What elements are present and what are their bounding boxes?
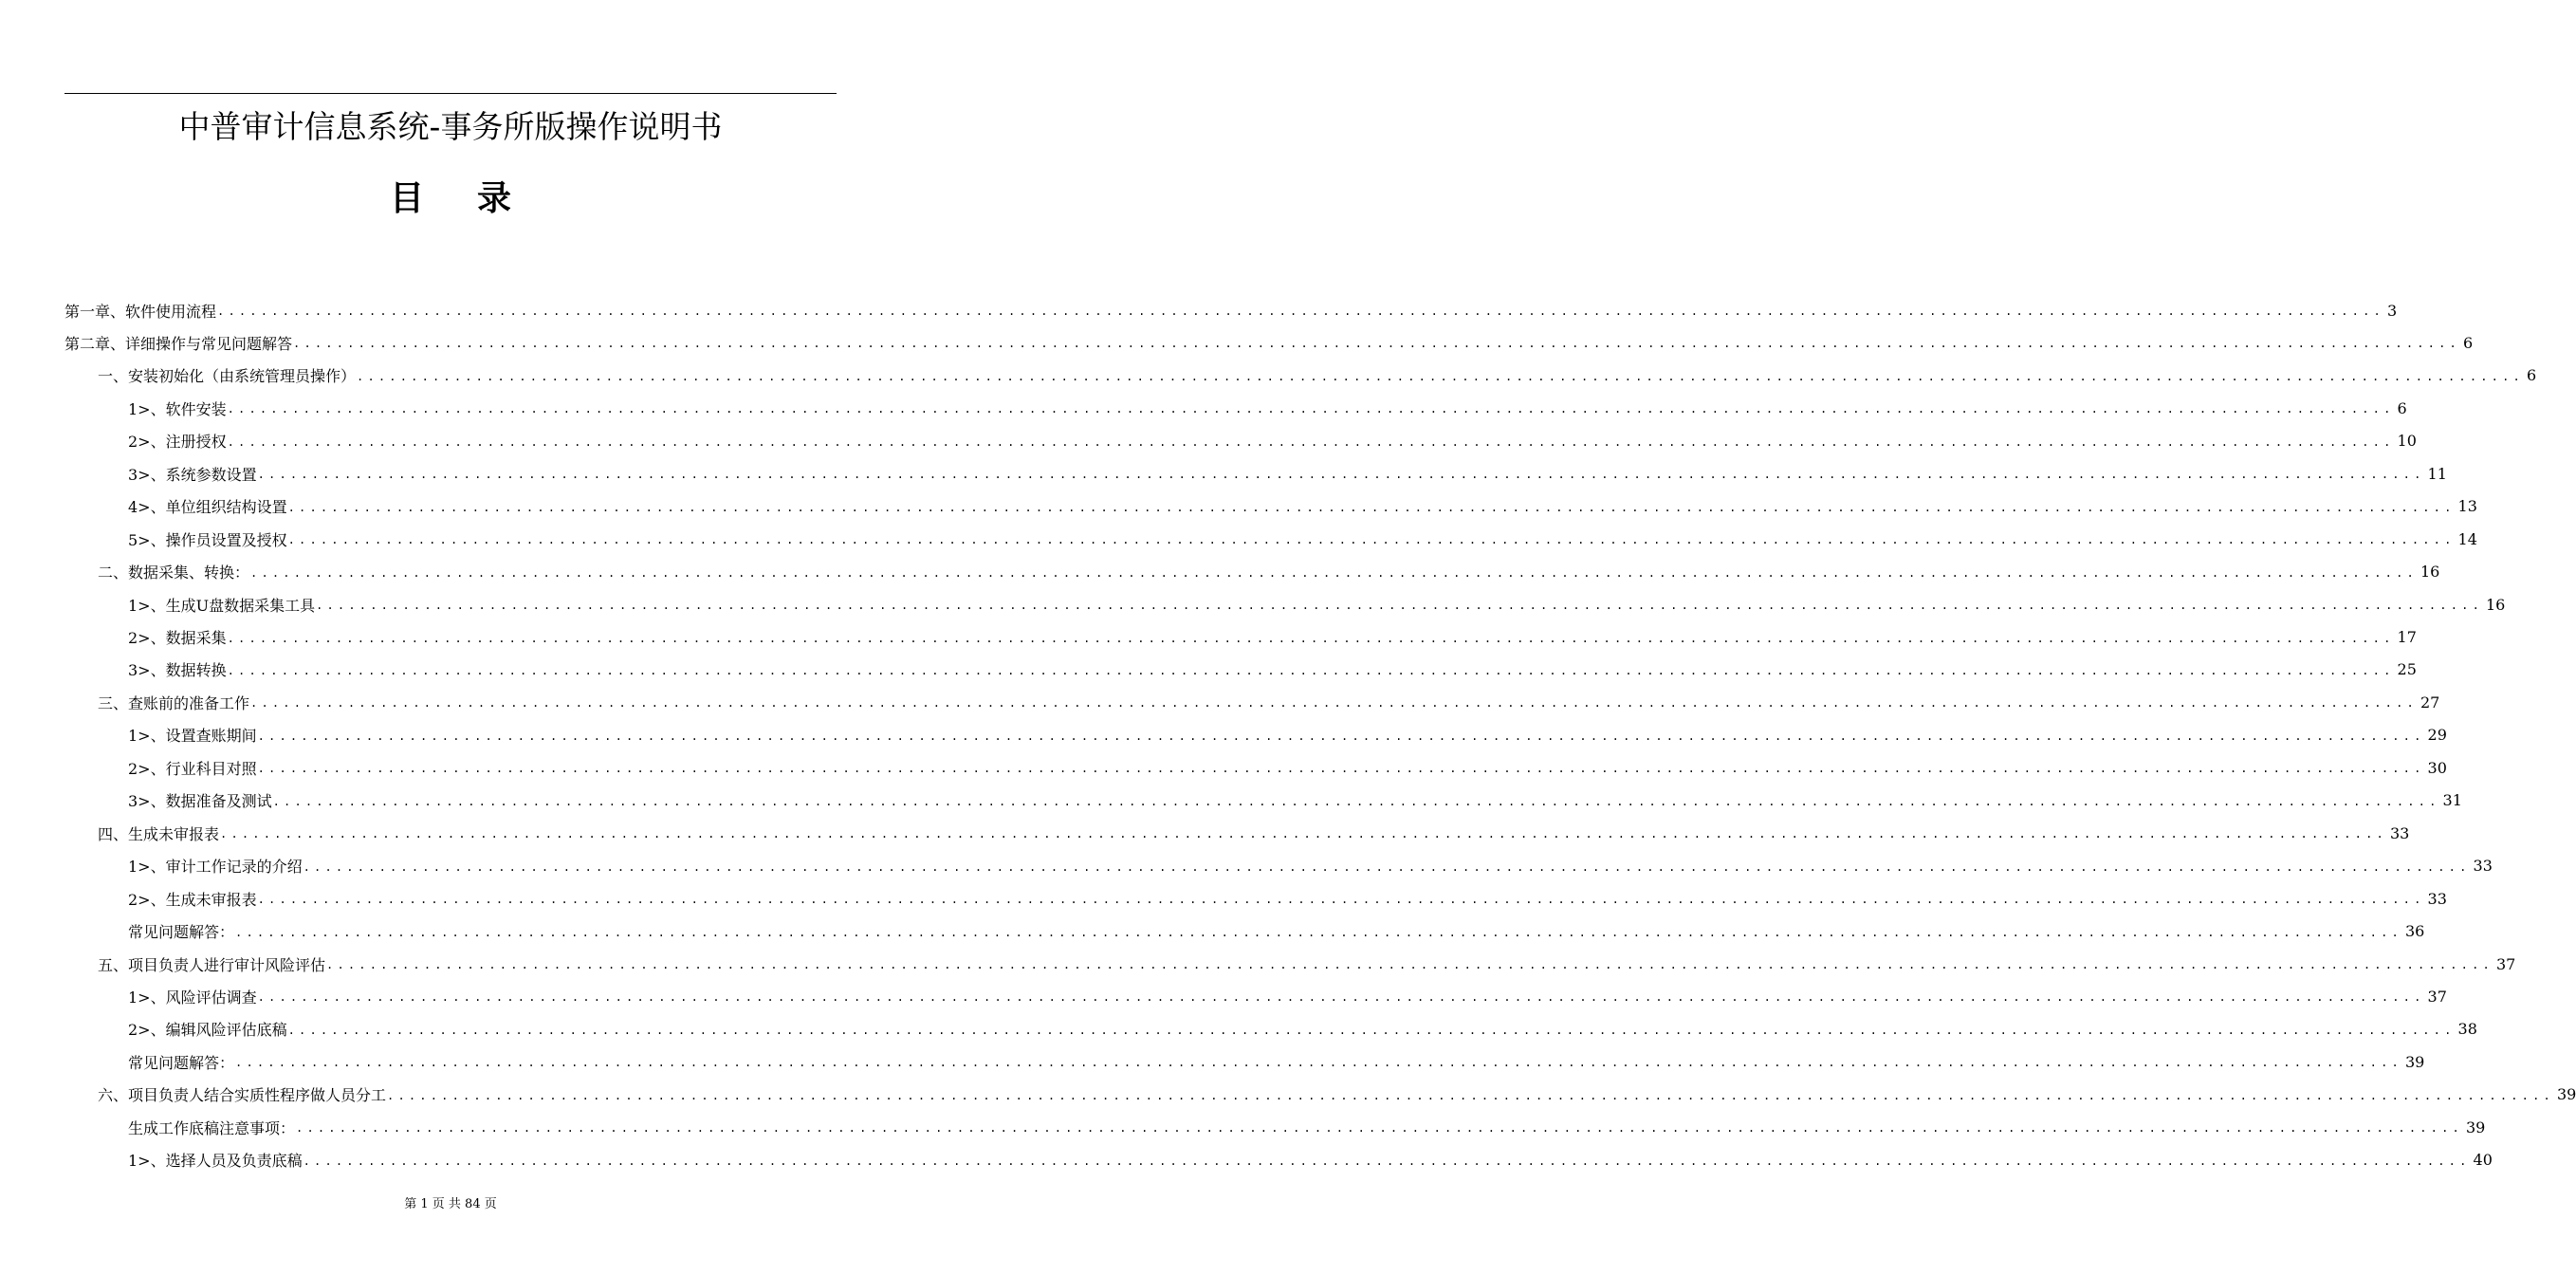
toc-dot-leader: ........................................................................................................................................................................................................ <box>387 1088 2554 1102</box>
toc-entry-label: 生成工作底稿注意事项： <box>128 1118 296 1137</box>
toc-entry-label: 5>、操作员设置及授权 <box>128 530 287 549</box>
toc-entry-label: 2>、数据采集 <box>128 629 227 647</box>
toc-entry-page-number: 16 <box>2486 595 2506 614</box>
toc-entry[interactable] <box>128 392 2407 424</box>
toc-entry-page-number: 37 <box>2427 987 2447 1006</box>
toc-entry-label: 1>、风险评估调查 <box>128 988 257 1007</box>
toc-dot-leader: ........................................................................................................................................................................................................ <box>257 990 2425 1005</box>
toc-entry-page-number: 3 <box>2386 301 2398 320</box>
toc-entry[interactable] <box>128 654 2417 686</box>
toc-dot-leader: ........................................................................................................................................................................................................ <box>227 631 2395 645</box>
toc-entry[interactable] <box>128 523 2477 555</box>
toc-entry-page-number: 6 <box>2526 366 2537 385</box>
toc-entry-page-number: 16 <box>2420 563 2440 582</box>
toc-heading-char-2: 录 <box>477 179 512 218</box>
toc-entry-page-number: 39 <box>2556 1085 2576 1104</box>
toc-entry-page-number: 13 <box>2457 497 2477 516</box>
toc-entry-label: 六、项目负责人结合实质性程序做人员分工 <box>98 1086 387 1105</box>
toc-entry-page-number: 29 <box>2427 726 2447 745</box>
toc-entry[interactable] <box>98 948 2516 980</box>
toc-entry-label: 2>、注册授权 <box>128 433 227 452</box>
toc-dot-leader: ........................................................................................................................................................................................................ <box>227 434 2395 449</box>
toc-dot-leader: ........................................................................................................................................................................................................ <box>257 893 2425 907</box>
toc-dot-leader: ........................................................................................................................................................................................................ <box>257 468 2425 482</box>
toc-dot-leader: ........................................................................................................................................................................................................ <box>287 500 2456 514</box>
toc-entry[interactable] <box>128 425 2417 457</box>
toc-entry[interactable] <box>64 326 2474 359</box>
toc-dot-leader: ........................................................................................................................................................................................................ <box>227 663 2395 677</box>
toc-entry-label: 四、生成未审报表 <box>98 824 220 843</box>
toc-entry[interactable] <box>98 817 2410 849</box>
toc-dot-leader: ........................................................................................................................................................................................................ <box>227 402 2395 416</box>
toc-entry-label: 1>、审计工作记录的介绍 <box>128 858 303 877</box>
toc-dot-leader: ........................................................................................................................................................................................................ <box>303 1154 2471 1168</box>
toc-entry-page-number: 36 <box>2404 922 2425 941</box>
toc-dot-leader: ........................................................................................................................................................................................................ <box>316 599 2483 613</box>
toc-entry-page-number: 31 <box>2442 791 2462 810</box>
toc-dot-leader: ........................................................................................................................................................................................................ <box>287 533 2456 547</box>
toc-entry-page-number: 10 <box>2397 432 2417 451</box>
toc-entry[interactable] <box>128 621 2417 654</box>
toc-entry-label: 第二章、详细操作与常见问题解答 <box>64 334 293 353</box>
toc-entry-page-number: 39 <box>2465 1118 2486 1136</box>
toc-entry[interactable] <box>128 1045 2425 1078</box>
toc-entry[interactable] <box>128 457 2447 490</box>
toc-entry-label: 第一章、软件使用流程 <box>64 302 217 321</box>
toc-entry[interactable] <box>128 490 2477 523</box>
toc-entry-label: 1>、软件安装 <box>128 399 227 418</box>
toc-entry-label: 1>、生成U盘数据采集工具 <box>128 596 316 615</box>
toc-entry-page-number: 30 <box>2427 758 2447 777</box>
toc-entry[interactable] <box>128 1111 2486 1143</box>
toc-entry[interactable] <box>128 980 2447 1012</box>
toc-entry-label: 五、项目负责人进行审计风险评估 <box>98 955 326 974</box>
toc-entry-label: 二、数据采集、转换： <box>98 564 250 582</box>
toc-dot-leader: ........................................................................................................................................................................................................ <box>235 925 2402 939</box>
toc-entry[interactable] <box>128 850 2493 882</box>
toc-entry-page-number: 6 <box>2462 333 2474 352</box>
toc-dot-leader: ........................................................................................................................................................................................................ <box>287 1023 2456 1037</box>
toc-heading <box>0 176 901 222</box>
toc-entry-label: 2>、生成未审报表 <box>128 890 257 909</box>
toc-entry[interactable] <box>128 751 2447 784</box>
toc-entry-page-number: 25 <box>2397 660 2417 679</box>
toc-dot-leader: ........................................................................................................................................................................................................ <box>326 958 2493 971</box>
toc-entry[interactable] <box>128 719 2447 751</box>
toc-entry-label: 一、安装初始化（由系统管理员操作） <box>98 367 357 386</box>
toc-entry-page-number: 38 <box>2457 1020 2477 1039</box>
toc-entry-label: 3>、数据转换 <box>128 661 227 680</box>
toc-dot-leader: ........................................................................................................................................................................................................ <box>303 859 2471 874</box>
toc-dot-leader: ........................................................................................................................................................................................................ <box>235 1056 2402 1070</box>
toc-dot-leader: ........................................................................................................................................................................................................ <box>217 305 2384 318</box>
toc-dot-leader: ........................................................................................................................................................................................................ <box>257 762 2425 776</box>
toc-entry-label: 4>、单位组织结构设置 <box>128 498 287 517</box>
toc-entry-page-number: 33 <box>2427 889 2447 908</box>
toc-entry-label: 常见问题解答： <box>128 923 235 942</box>
toc-entry-label: 2>、编辑风险评估底稿 <box>128 1021 287 1040</box>
toc-dot-leader: ........................................................................................................................................................................................................ <box>250 565 2418 580</box>
toc-entry[interactable] <box>98 360 2537 392</box>
toc-entry-page-number: 33 <box>2473 857 2493 876</box>
toc-entry-label: 3>、系统参数设置 <box>128 465 257 484</box>
toc-dot-leader: ........................................................................................................................................................................................................ <box>296 1121 2463 1136</box>
toc-entry-page-number: 11 <box>2427 464 2447 483</box>
toc-entry[interactable] <box>98 686 2440 718</box>
toc-entry[interactable] <box>64 294 2398 326</box>
toc-dot-leader: ........................................................................................................................................................................................................ <box>257 729 2425 743</box>
toc-dot-leader: ........................................................................................................................................................................................................ <box>250 696 2418 711</box>
toc-entry-page-number: 37 <box>2495 954 2516 973</box>
page-footer: 第 1 页 共 84 页 <box>404 1197 497 1211</box>
toc-entry-label: 三、查账前的准备工作 <box>98 693 250 712</box>
toc-entry[interactable] <box>128 915 2425 948</box>
toc-entry-page-number: 40 <box>2473 1151 2493 1170</box>
toc-dot-leader: ........................................................................................................................................................................................................ <box>220 827 2387 841</box>
toc-entry-label: 1>、选择人员及负责底稿 <box>128 1152 303 1171</box>
toc-entry-label: 3>、数据准备及测试 <box>128 792 272 811</box>
toc-entry-label: 1>、设置查账期间 <box>128 727 257 746</box>
toc-entry-page-number: 27 <box>2420 693 2440 711</box>
toc-entry-label: 2>、行业科目对照 <box>128 759 257 778</box>
header-rule <box>64 93 837 94</box>
toc-entry-page-number: 17 <box>2397 628 2417 646</box>
toc-heading-char-1: 目 <box>389 179 424 218</box>
toc-entry[interactable] <box>98 556 2440 588</box>
document-title: 中普审计信息系统-事务所版操作说明书 <box>178 108 723 145</box>
toc-entry[interactable] <box>128 882 2447 915</box>
toc-entry-page-number: 14 <box>2457 529 2477 548</box>
toc-entry-page-number: 33 <box>2389 823 2410 842</box>
toc-entry[interactable] <box>128 1144 2493 1176</box>
toc-dot-leader: ........................................................................................................................................................................................................ <box>272 794 2440 808</box>
toc-entry-page-number: 39 <box>2404 1052 2425 1071</box>
toc-dot-leader: ........................................................................................................................................................................................................ <box>357 369 2524 383</box>
toc-entry-page-number: 6 <box>2397 398 2407 417</box>
toc-entry-label: 常见问题解答： <box>128 1053 235 1072</box>
toc-entry[interactable] <box>128 1013 2477 1045</box>
toc-entry[interactable] <box>128 785 2462 817</box>
toc-dot-leader: ........................................................................................................................................................................................................ <box>293 337 2460 351</box>
toc-entry[interactable] <box>98 1079 2576 1111</box>
toc-entry[interactable] <box>128 588 2506 620</box>
